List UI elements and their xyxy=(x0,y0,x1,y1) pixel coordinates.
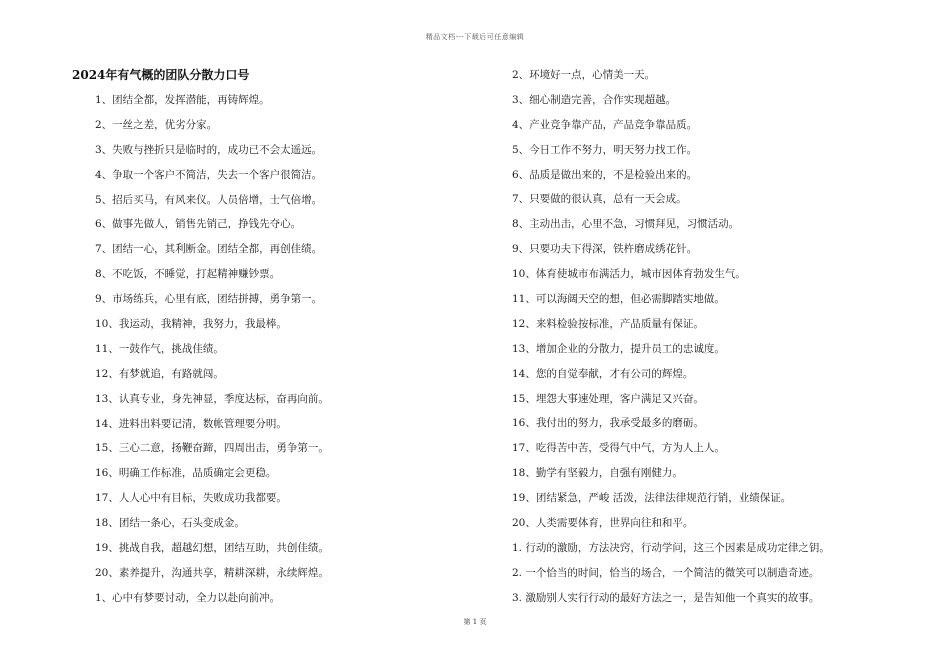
slogan-item: 16、明确工作标准，品质确定会更稳。 xyxy=(95,467,277,480)
slogan-item: 2. 一个恰当的时间，恰当的场合，一个简洁的微笑可以制造奇迹。 xyxy=(512,566,820,579)
slogan-item: 19、挑战自我，超越幻想，团结互助，共创佳绩。 xyxy=(95,542,329,555)
slogan-item: 1. 行动的激励，方法决窍，行动学问，这三个因素是成功定律之钥。 xyxy=(512,541,830,554)
slogan-item: 12、来料检验按标准，产品质量有保证。 xyxy=(512,317,704,330)
slogan-item: 19、团结紧急，严峻 活泼，法律法律规范行销，业绩保证。 xyxy=(512,492,792,505)
slogan-item: 7、只要做的很认真，总有一天会成。 xyxy=(512,193,687,206)
slogan-item: 4、产业竞争靠产品，产品竞争靠品质。 xyxy=(512,118,698,131)
slogan-item: 2、一丝之差，优劣分家。 xyxy=(95,118,218,131)
slogan-item: 20、素养提升，沟通共享，精耕深耕，永续辉煌。 xyxy=(95,566,329,579)
slogan-item: 3. 激励别人实行行动的最好方法之一，是告知他一个真实的故事。 xyxy=(512,591,820,604)
slogan-item: 14、进料出料要记清，数帐管理要分明。 xyxy=(95,417,287,430)
slogan-item: 17、吃得苦中苦，受得气中气，方为人上人。 xyxy=(512,442,725,455)
slogan-item: 9、市场练兵，心里有底，团结拼搏，勇争第一。 xyxy=(95,293,323,306)
document-title: 2024年有气概的团队分散力口号 xyxy=(72,68,250,82)
slogan-item: 17、人人心中有目标，失败成功我都要。 xyxy=(95,492,287,505)
slogan-item: 10、我运动，我精神，我努力，我最棒。 xyxy=(95,318,287,331)
slogan-item: 6、品质是做出来的，不是检验出来的。 xyxy=(512,168,698,181)
slogan-item: 1、团结全都，发挥潜能，再铸辉煌。 xyxy=(95,94,270,106)
slogan-item: 8、主动出击，心里不急，习惯拜见，习惯活动。 xyxy=(512,218,740,231)
slogan-item: 13、认真专业，身先神显，季度达标，奋再向前。 xyxy=(95,392,329,405)
slogan-item: 13、增加企业的分散力，提升员工的忠诚度。 xyxy=(512,342,725,355)
slogan-item: 16、我付出的努力，我承受最多的磨砺。 xyxy=(512,417,704,430)
slogan-item: 7、团结一心，其利断金。团结全都，再创佳绩。 xyxy=(95,243,323,256)
right-slogan-list xyxy=(512,67,862,615)
slogan-item: 5、今日工作不努力，明天努力找工作。 xyxy=(512,143,698,156)
slogan-item: 15、埋怨大事速处理，客户满足又兴奋。 xyxy=(512,392,704,405)
slogan-item: 15、三心二意，扬鞭奋蹄，四周出击，勇争第一。 xyxy=(95,442,329,455)
slogan-item: 2、环境好一点，心情美一天。 xyxy=(512,69,656,81)
slogan-item: 11、可以海阔天空的想，但必需脚踏实地做。 xyxy=(512,293,725,306)
slogan-item: 10、体育使城市布满活力，城市因体育勃发生气。 xyxy=(512,268,746,281)
slogan-item: 3、细心制造完善，合作实现超越。 xyxy=(512,93,677,106)
slogan-item: 8、不吃饭，不睡觉，打起精神赚钞票。 xyxy=(95,268,281,281)
slogan-item: 11、一鼓作气，挑战佳绩。 xyxy=(95,342,224,355)
slogan-item: 4、争取一个客户不简洁，失去一个客户很简洁。 xyxy=(95,168,323,181)
page-number: 第 1 页 xyxy=(463,618,487,626)
slogan-item: 18、团结一条心，石头变成金。 xyxy=(95,517,245,530)
slogan-item: 9、只要功夫下得深，铁杵磨成绣花针。 xyxy=(512,243,698,256)
page-header: 精品文档---下载后可任意编辑 xyxy=(425,33,525,41)
slogan-item: 1、心中有梦要讨动，全力以赴向前冲。 xyxy=(95,591,281,604)
slogan-item: 20、人类需要体育，世界向往和和平。 xyxy=(512,517,694,530)
slogan-item: 3、失败与挫折只是临时的，成功已不会太遥远。 xyxy=(95,143,323,156)
slogan-item: 18、勤学有坚毅力，自强有刚健力。 xyxy=(512,467,683,480)
slogan-item: 12、有梦就追，有路就闯。 xyxy=(95,367,224,380)
slogan-item: 14、您的自觉奉献，才有公司的辉煌。 xyxy=(512,367,694,380)
left-slogan-list xyxy=(95,92,475,615)
slogan-item: 5、招后买马，有风来仪。人员倍增，士气倍增。 xyxy=(95,193,323,206)
slogan-item: 6、做事先做人，销售先销己，挣钱先夺心。 xyxy=(95,218,302,231)
